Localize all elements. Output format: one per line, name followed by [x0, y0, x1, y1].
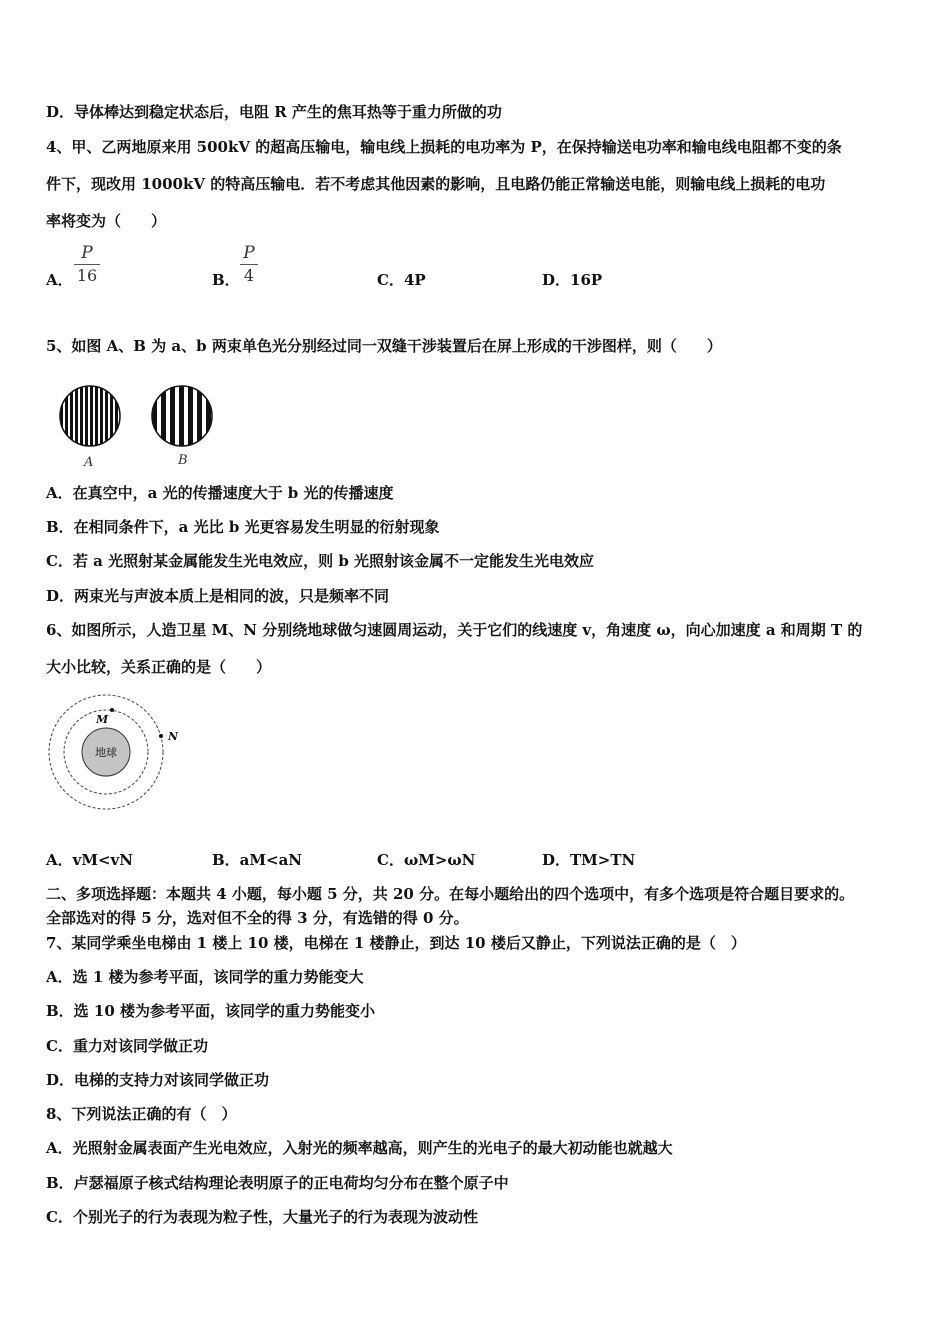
q6-stem-line2: 大小比较，关系正确的是（ ） — [46, 658, 272, 676]
section2-instructions-line1: 二、多项选择题：本题共 4 小题，每小题 5 分，共 20 分。在每小题给出的四个选项中，有多个选项是符合题目要求的。 — [46, 885, 855, 903]
q8-stem: 8、下列说法正确的有（ ） — [46, 1105, 237, 1123]
q5-option-b: B．在相同条件下，a 光比 b 光更容易发生明显的衍射现象 — [46, 518, 440, 536]
q6-option-a: A．vM<vN — [46, 851, 133, 869]
q4-option-b-fraction — [240, 244, 258, 285]
pattern-b-label: B — [178, 453, 188, 468]
q4-option-a-fraction — [74, 244, 100, 285]
q8-option-a: A．光照射金属表面产生光电效应，入射光的频率越高，则产生的光电子的最大初动能也就越大 — [46, 1139, 673, 1157]
q4-a-denominator: 16 — [76, 266, 98, 285]
q4-b-denominator: 4 — [243, 266, 255, 285]
satellite-n — [159, 734, 163, 738]
q5-option-a: A．在真空中，a 光的传播速度大于 b 光的传播速度 — [46, 484, 394, 502]
q4-stem-line3: 率将变为（ ） — [46, 212, 167, 230]
q4-option-a-label: A． — [46, 271, 73, 289]
earth-label: 地球 — [95, 746, 117, 759]
q6-option-b: B．aM<aN — [212, 851, 303, 869]
q4-option-d: D．16P — [542, 271, 603, 289]
q5-option-d: D．两束光与声波本质上是相同的波，只是频率不同 — [46, 587, 390, 605]
q7-option-c: C．重力对该同学做正功 — [46, 1037, 208, 1055]
satellite-n-label: N — [168, 730, 179, 743]
section2-instructions-line2: 全部选对的得 5 分，选对但不全的得 3 分，有选错的得 0 分。 — [46, 909, 469, 927]
q4-a-numerator: P — [81, 243, 93, 263]
satellite-m-label: M — [96, 713, 109, 726]
satellite-m — [110, 708, 114, 712]
q7-option-d: D．电梯的支持力对该同学做正功 — [46, 1071, 270, 1089]
q3-option-d: D．导体棒达到稳定状态后，电阻 R 产生的焦耳热等于重力所做的功 — [46, 103, 502, 121]
q6-stem-line1: 6、如图所示，人造卫星 M、N 分别绕地球做匀速圆周运动，关于它们的线速度 v，角速度 ω，向心加速度 a 和周期 T 的 — [46, 621, 863, 639]
q5-stem: 5、如图 A、B 为 a、b 两束单色光分别经过同一双缝干涉装置后在屏上形成的干涉图样，则（ ） — [46, 337, 722, 355]
q6-option-c: C．ωM>ωN — [377, 851, 476, 869]
satellite-orbit-figure — [44, 690, 194, 816]
q7-stem: 7、某同学乘坐电梯由 1 楼上 10 楼，电梯在 1 楼静止，到达 10 楼后又静止，下列说法正确的是（ ） — [46, 934, 746, 952]
q8-option-b: B．卢瑟福原子核式结构理论表明原子的正电荷均匀分布在整个原子中 — [46, 1174, 509, 1192]
q8-option-c: C．个别光子的行为表现为粒子性，大量光子的行为表现为波动性 — [46, 1208, 478, 1226]
q7-option-b: B．选 10 楼为参考平面，该同学的重力势能变小 — [46, 1002, 375, 1020]
q4-option-b-label: B． — [212, 271, 240, 289]
q5-option-c: C．若 a 光照射某金属能发生光电效应，则 b 光照射该金属不一定能发生光电效应 — [46, 552, 595, 570]
q4-option-c: C．4P — [377, 271, 426, 289]
pattern-a-label: A — [84, 455, 94, 470]
q6-option-d: D．TM>TN — [542, 851, 636, 869]
q4-stem-line2: 件下，现改用 1000kV 的特高压输电．若不考虑其他因素的影响，且电路仍能正常输送电能，则输电线上损耗的电功 — [46, 175, 826, 193]
interference-patterns-figure — [52, 382, 222, 472]
q7-option-a: A．选 1 楼为参考平面，该同学的重力势能变大 — [46, 968, 364, 986]
q4-stem-line1: 4、甲、乙两地原来用 500kV 的超高压输电，输电线上损耗的电功率为 P，在保持输送电功率和输电线电阻都不变的条 — [46, 138, 842, 156]
q4-b-numerator: P — [243, 243, 255, 263]
